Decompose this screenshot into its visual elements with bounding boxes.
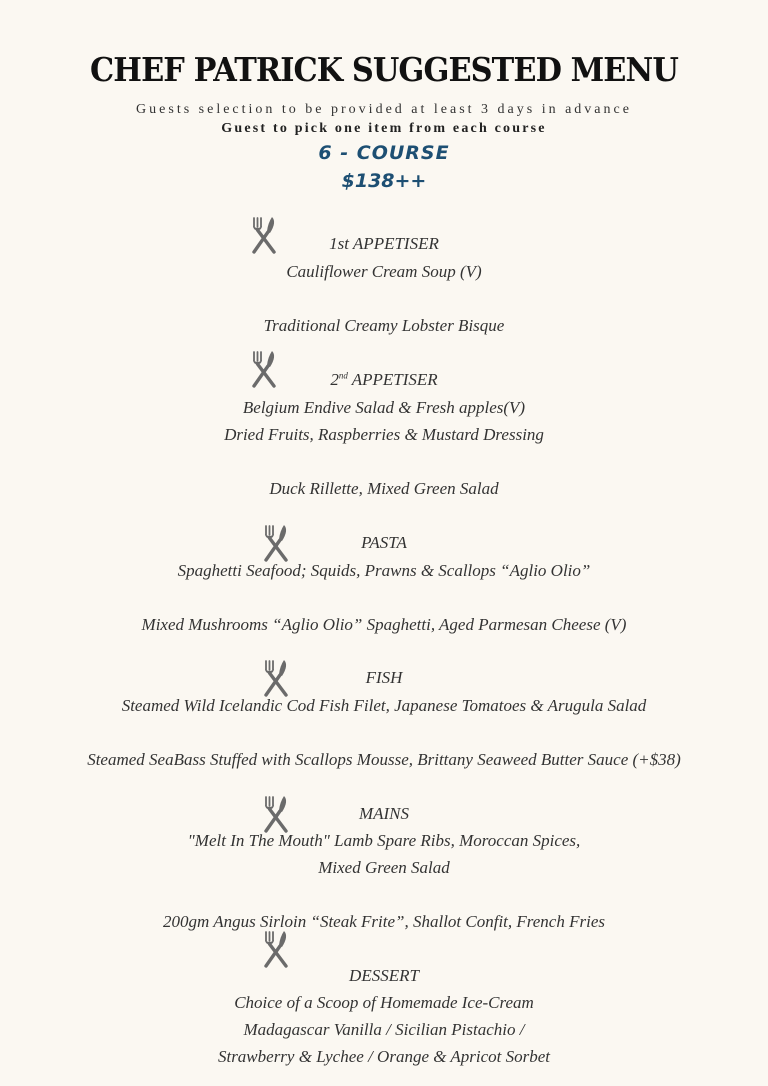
section-heading-appetiser-2 (0, 370, 768, 390)
section-heading-pasta: PASTA (361, 533, 407, 552)
menu-item-detail: Strawberry & Lychee / Orange & Apricot Sorbet (217, 1047, 551, 1066)
menu-item-detail: Mixed Green Salad (318, 858, 450, 877)
menu-item: 200gm Angus Sirloin “Steak Frite”, Shallot Confit, French Fries (163, 912, 605, 931)
menu-item: Mixed Mushrooms “Aglio Olio” Spaghetti, Aged Parmesan Cheese (V) (141, 615, 627, 634)
menu-title: CHEF PATRICK SUGGESTED MENU (90, 50, 678, 89)
advance-notice: Guests selection to be provided at least 3 days in advance (136, 102, 632, 117)
menu-item: Spaghetti Seafood; Squids, Prawns & Scallops “Aglio Olio” (177, 561, 591, 580)
menu-item: Steamed Wild Icelandic Cod Fish Filet, Japanese Tomatoes & Arugula Salad (121, 696, 647, 715)
menu-item: Choice of a Scoop of Homemade Ice-Cream (234, 993, 534, 1012)
section-heading-mains: MAINS (358, 804, 410, 823)
heading-text: APPETISER (347, 370, 438, 389)
menu-item: Cauliflower Cream Soup (V) (286, 262, 482, 281)
menu-item: Belgium Endive Salad & Fresh apples(V) (242, 398, 526, 417)
section-heading-fish: FISH (365, 668, 403, 687)
course-count: 6 - COURSE (318, 142, 450, 164)
menu-item: Traditional Creamy Lobster Bisque (263, 316, 505, 335)
menu-item: Steamed SeaBass Stuffed with Scallops Mousse, Brittany Seaweed Butter Sauce (+$38) (87, 750, 681, 769)
menu-item: Duck Rillette, Mixed Green Salad (269, 479, 499, 498)
selection-instruction: Guest to pick one item from each course (221, 121, 547, 136)
menu-item-detail: Dried Fruits, Raspberries & Mustard Dressing (224, 425, 544, 444)
menu-price: $138++ (341, 170, 427, 192)
heading-ordinal: nd (338, 370, 348, 381)
menu-item: "Melt In The Mouth" Lamb Spare Ribs, Moroccan Spices, (187, 831, 581, 850)
heading-number: 2 (330, 370, 339, 389)
fork-knife-icon (262, 930, 290, 968)
section-heading-appetiser-1: 1st APPETISER (329, 234, 439, 253)
section-heading-dessert: DESSERT (349, 966, 419, 985)
menu-item-detail: Madagascar Vanilla / Sicilian Pistachio / (243, 1020, 525, 1039)
